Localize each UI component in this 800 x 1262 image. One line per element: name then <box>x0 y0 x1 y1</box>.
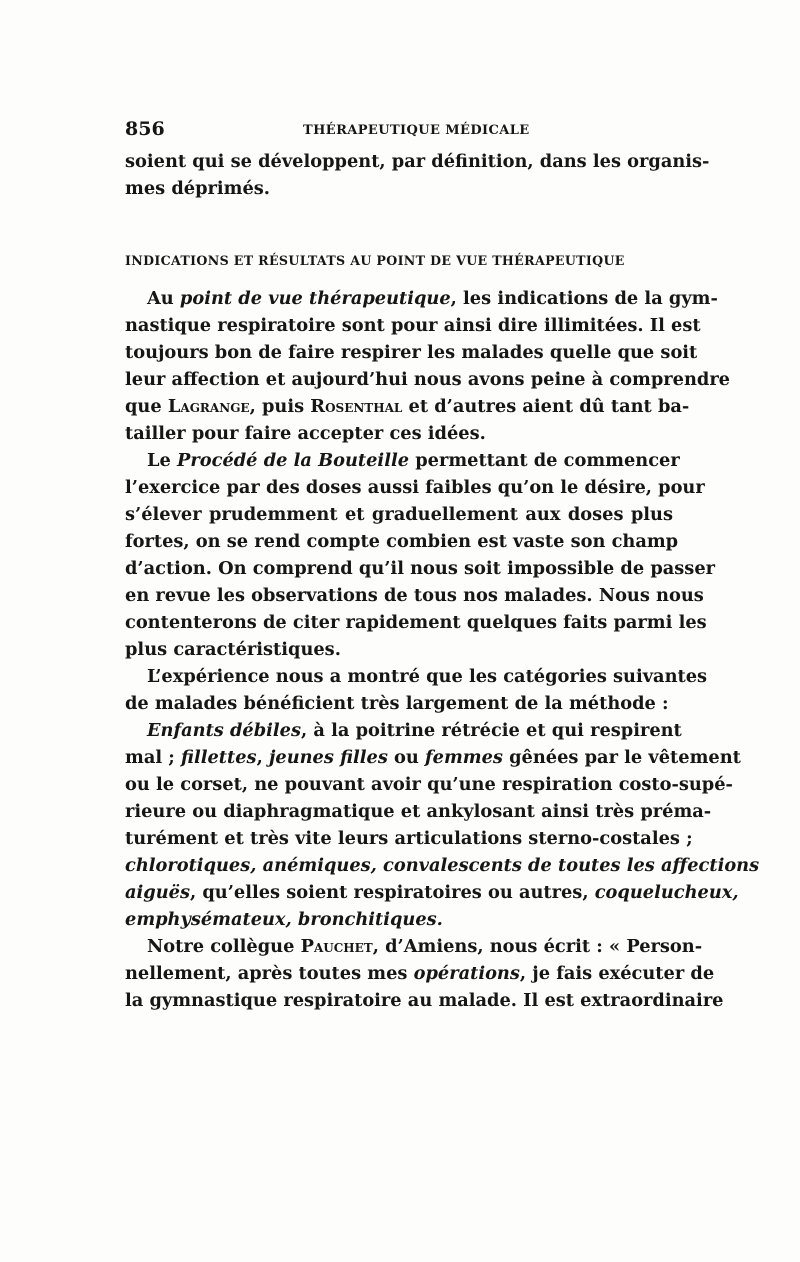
text-line: toujours bon de faire respirer les malades quelle que soit <box>125 342 698 363</box>
text-line <box>125 852 760 879</box>
text-line: tailler pour faire accepter ces idées. <box>125 423 486 444</box>
italic-run: point de vue thérapeutique <box>179 288 451 309</box>
paragraph-bouteille <box>125 447 716 663</box>
text-line <box>125 744 741 771</box>
text-run: que <box>125 396 168 417</box>
text-line: d’action. On comprend qu’il nous soit impossible de passer <box>125 558 716 579</box>
text-line: L’expérience nous a montré que les catégories suivantes <box>147 666 708 687</box>
text-run: gênées par le vêtement <box>502 747 741 768</box>
page-number: 856 <box>125 118 165 140</box>
text-run: mal ; <box>125 747 182 768</box>
italic-run: emphysémateux, bronchitiques. <box>125 909 443 930</box>
text-line <box>125 285 718 312</box>
text-line: plus caractéristiques. <box>125 639 341 660</box>
text-run: , d’Amiens, nous écrit : « Person- <box>372 936 703 957</box>
paragraph-pauchet <box>125 933 724 1014</box>
text-line: ou le corset, ne pouvant avoir qu’une respiration costo-supé- <box>125 774 733 795</box>
text-run: Notre collègue <box>147 936 301 957</box>
text-run: , les indications de la gym- <box>450 288 718 309</box>
text-run: ou <box>387 747 426 768</box>
author-name: Pauchet <box>300 936 373 957</box>
running-head: THÉRAPEUTIQUE MÉDICALE <box>303 123 530 138</box>
italic-run: opérations <box>413 963 520 984</box>
text-line: fortes, on se rend compte combien est vaste son champ <box>125 531 679 552</box>
italic-run: Procédé de la Bouteille <box>177 450 410 471</box>
text-line <box>125 717 682 744</box>
text-line <box>125 960 715 987</box>
paragraph-categories <box>125 663 708 717</box>
author-name: Rosenthal <box>310 396 403 417</box>
text-run: Le <box>147 450 178 471</box>
text-line: nastique respiratoire sont pour ainsi dire illimitées. Il est <box>125 315 701 336</box>
paragraph-continuation <box>125 148 710 202</box>
italic-run: fillettes <box>181 747 257 768</box>
text-line: rieure ou diaphragmatique et ankylosant ainsi très préma- <box>125 801 712 822</box>
text-line <box>125 879 739 906</box>
text-line: mes déprimés. <box>125 178 270 199</box>
text-line: s’élever prudemment et graduellement aux doses plus <box>125 504 673 525</box>
italic-run: jeunes filles <box>268 747 388 768</box>
text-run: Au <box>147 288 180 309</box>
text-run: permettant de commencer <box>409 450 680 471</box>
page-header <box>125 118 680 142</box>
text-line <box>125 906 673 933</box>
text-run: nellement, après toutes mes <box>125 963 414 984</box>
text-line: contenterons de citer rapidement quelques faits parmi les <box>125 612 707 633</box>
text-line: la gymnastique respiratoire au malade. Il est extraordinaire <box>125 990 724 1011</box>
body-text <box>125 148 760 1014</box>
text-line: turément et très vite leurs articulations sterno-costales ; <box>125 828 693 849</box>
text-line: soient qui se développent, par définition, dans les organis- <box>125 151 710 172</box>
text-run: , <box>256 747 269 768</box>
italic-run: femmes <box>425 747 503 768</box>
text-line: de malades bénéficient très largement de la méthode : <box>125 693 669 714</box>
text-run: , puis <box>249 396 311 417</box>
italic-run: Enfants débiles <box>147 720 302 741</box>
text-line: leur affection et aujourd’hui nous avons peine à comprendre <box>125 369 730 390</box>
paragraph-indications <box>125 285 730 447</box>
paragraph-patient-list <box>125 717 760 933</box>
text-line: en revue les observations de tous nos malades. Nous nous <box>125 585 704 606</box>
italic-run: coquelucheux, <box>594 882 739 903</box>
text-run: et d’autres aient dû tant ba- <box>402 396 690 417</box>
text-line: l’exercice par des doses aussi faibles qu’on le désire, pour <box>125 477 705 498</box>
text-run: , à la poitrine rétrécie et qui respirent <box>301 720 682 741</box>
text-line <box>125 393 690 420</box>
author-name: Lagrange <box>167 396 250 417</box>
text-line <box>125 447 680 474</box>
section-heading: INDICATIONS ET RÉSULTATS AU POINT DE VUE THÉRAPEUTIQUE <box>125 253 625 268</box>
text-run: , qu’elles soient respiratoires ou autres, <box>189 882 595 903</box>
text-line <box>125 933 703 960</box>
italic-run: chlorotiques, anémiques, convalescents de toutes les affections <box>125 855 760 876</box>
text-run: , je fais exécuter de <box>519 963 715 984</box>
italic-run: aiguës <box>125 882 190 903</box>
